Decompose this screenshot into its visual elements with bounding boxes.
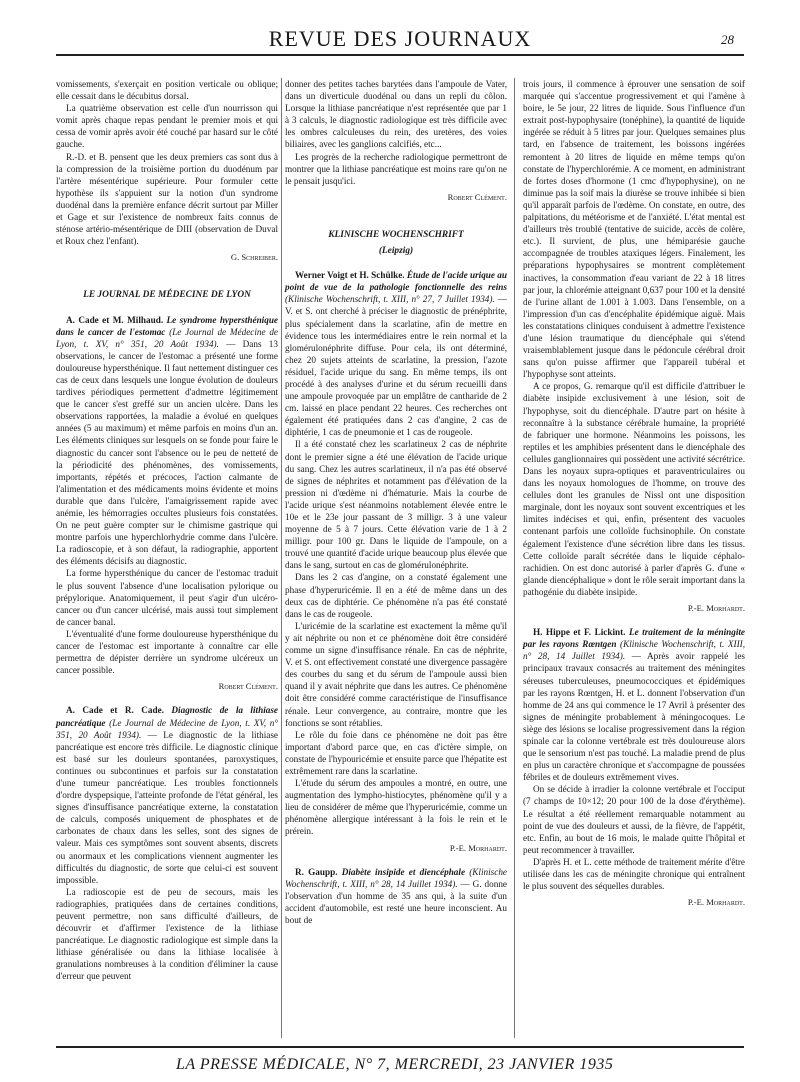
article-authors: A. Cade et M. Milhaud.	[66, 314, 164, 325]
signature: Robert Clément.	[218, 681, 278, 692]
article	[56, 704, 278, 982]
paragraph: Il a été constaté chez les scarlatineux 2 cas de néphrite dont le premier signe a été une élévation de l'acide urique du sang. Chez les autres scarlatineux, il n'a pas été observé de signes de néphrites et notamment pas d'élévation de la pression ni d'œdème ni d'hématurie. Mais la courbe de l'acide urique s'est néanmoins notablement élevée entre le 10e et le 23e jour passant de 3 milligr. 3 à une valeur moyenne de 5 à 7 jours. Cette élévation varie de 1 à 2 milligr. pour 100 gr. Dans le liquide de l'ampoule, on a trouvé une quantité d'acide urique beaucoup plus élevée que dans le sang, surtout en cas de glomérulonéphrite.	[285, 439, 507, 571]
column-2	[285, 78, 507, 926]
journal-title: LE JOURNAL DE MÉDECINE DE LYON	[83, 290, 251, 301]
footer-rule	[56, 1046, 744, 1048]
signature: Robert Clément.	[447, 191, 507, 202]
page-header	[0, 0, 800, 62]
article-authors: H. Hippe et F. Lickint.	[533, 627, 626, 638]
paragraph: L'éventualité d'une forme douloureuse hypersthénique du cancer de l'estomac est importante à connaître car elle permettra de dépister derrière un syndrome ulcéreux un cancer possible.	[56, 628, 278, 676]
paragraph: R.-D. et B. pensent que les deux premiers cas sont dus à la compression de la troisième portion du duodénum par l'artère mésentérique supérieure. Pour formuler cette hypothèse ils s'appuient sur la notion d'un syndrome duodénal dans la première enfance décrit surtout par Miller et Gage et sur l'existence de nombreux faits connus de sténose artério-mésentérique de DIII (observation de Duval et Roux chez l'enfant).	[56, 151, 278, 247]
article-body: — Dans 13 observations, le cancer de l'estomac a présenté une forme douloureuse hypersthénique. Il faut nettement distinguer ces cas de ceux dans lesquels une longue évolution de douleurs tardives périodiques permettent d'admettre légitimement que le cancer s'est greffé sur un ancien ulcère. Dans les observations rapportées, la maladie a évolué en quelques années (5 au maximum) et même parfois en moins d'un an. Les éléments cliniques sur lesquels on se fonde pour faire le diagnostic du cancer sont l'absence ou le peu de netteté de la périodicité des phénomènes, des vomissements, importants, répétés et précoces, l'action calmante de l'alimentation et des médicaments moins évidente et moins durable que dans l'ulcère, l'amaigrissement rapide avec anémie, les hémorragies occultes plusieurs fois constatées. On ne peut guère compter sur le chimisme gastrique qui montre parfois une hyperchlorhydrie comme dans l'ulcère. La radioscopie, et à son défaut, la radiographie, apportent des éléments décisifs au diagnostic.	[56, 338, 278, 567]
paragraph: D'après H. et L. cette méthode de traitement mérite d'être utilisée dans les cas de méningite chronique qui entraînent le plus souvent des séquelles durables.	[523, 856, 745, 892]
page-number: 28	[721, 32, 734, 47]
article-title: Diagnostic de la lithiase pancréatique	[56, 705, 278, 728]
paragraph: On se décide à irradier la colonne vertébrale et l'occiput (7 champs de 10×12; 20 pour 100 de la dose d'érythème). Le résultat a été réellement remarquable notamment au point de vue des douleurs et aussi, de la fièvre, de l'appétit, etc. Enfin, au bout de 16 mois, le malade quitte l'hôpital et peut recommencer à travailler.	[523, 784, 745, 855]
article-title: Le syndrome hypersthénique dans le cancer de l'estomac	[56, 314, 279, 337]
article-authors: R. Gaupp.	[295, 866, 338, 877]
paragraph: donner des petites taches barytées dans l'ampoule de Vater, dans un diverticule duodénal ou dans un repli du côlon. Lorsque la lithiase pancréatique n'est représentée que par 1 à 3 calculs, le diagnostic radiologique est très difficile avec les ombres calculeuses du rein, des uretères, des voies biliaires, avec les ganglions calcifiés, etc...	[285, 79, 507, 150]
article-authors: Werner Voigt et H. Schülke.	[295, 270, 405, 281]
signature: P.-E. Morhardt.	[687, 897, 745, 908]
column-1	[56, 78, 278, 983]
paragraph: trois jours, il commence à éprouver une sensation de soif marquée qui s'accentue progressivement et qui l'amène à boire, le 5e jour, 22 litres de liquide. Sous l'influence d'un extrait post-hypophysaire (tonéphine), la quantité de liquide ingérée se réduit à 5 litres par jour. Quelques semaines plus tard, en l'absence de traitement, les boissons ingérées remontent à 20 litres de liquide en même temps qu'on constate de l'hyperchlorémie. A ce moment, en administrant de fortes doses d'hormone (1 cmc d'hypophysine), on ne diminue pas la soif mais la diurèse se trouve inhibée si bien qu'il apparaît parfois de l'œdème. On constate, en outre, des palpitations, du météorisme et de l'anxiété. L'état mental est d'ailleurs très troublé (tentative de suicide, accès de colère, etc.). Il survient, de plus, une hémiparésie gauche accompagnée de troubles ataxiques légers. Finalement, les préparations hypophysaires se montrent complètement inactives, la consommation d'eau variant de 22 à 18 litres par jour, la chlorémie atteignant 0,637 pour 100 et la densité de l'urine allant de 1.001 à 1.003. Dans l'ensemble, on a l'impression d'un cas d'encéphalite épidémique aiguë. Mais les constatations cliniques conduisent à admettre l'existence d'une lésion traumatique du diencéphale qui s'étend vraisemblablement jusque dans le pédoncule cérébral droit sans qu'on puisse affirmer que l'appareil tubéral et l'hypophyse sont atteints.	[523, 79, 745, 380]
footer-publication-line: LA PRESSE MÉDICALE, N° 7, MERCREDI, 23 JANVIER 1935	[176, 1056, 614, 1073]
signature: G. Schreiber.	[230, 252, 278, 263]
article-authors: A. Cade et R. Cade.	[66, 705, 164, 716]
article	[285, 269, 507, 854]
paragraph: La forme hypersthénique du cancer de l'estomac traduit le plus souvent l'absence d'une localisation pylorique ou prépylorique. Anatomiquement, il peut s'agir d'un ulcéro-cancer ou d'un cancer ulcérisé, mais aussi tout simplement de cancer banal.	[56, 568, 278, 627]
article-body: — Le diagnostic de la lithiase pancréatique est encore très difficile. Le diagnostic clinique est basé sur les douleurs spontanées, paroxystiques, continues ou subcontinues et parfois sur la constatation d'une tumeur pancréatique. Les troubles fonctionnels d'ordre dyspepsique, l'atteinte profonde de l'état général, les signes d'insuffisance pancréatique externe, la constatation de calculs, composés uniquement de phosphates et de carbonates de chaux dans les selles, sont des signes de valeur. Mais ces symptômes sont souvent absents, discrets ou anormaux et les complications viennent augmenter les difficultés du diagnostic, de sorte que celui-ci est souvent impossible.	[56, 729, 278, 885]
column-divider-2	[514, 78, 515, 1038]
paragraph: A ce propos, G. remarque qu'il est difficile d'attribuer le diabète insipide exclusivement à une lésion, soit de l'hypophyse, soit du diencéphale. D'autre part on hésite à reconnaître à la substance cérébrale humaine, la propriété de fabriquer une hormone. Néanmoins les poissons, les reptiles et les amphibies présentent dans le diencéphale des cellules ganglionnaires qui possèdent une activité sécrétrice. Dans les noyaux supra-optiques et paraventriculaires ou dans les noyaux homologues de l'homme, on trouve des cellules dont les granules de Nissl ont une disposition marginale, dont les noyaux sont souvent excentriques et les limites indécises et qui, enfin, présentent des vacuoles contenant parfois une colloïde fuchsinophile. On constate également l'existence d'une sécrétion libre dans les tissus. Cette colloïde paraît sécrétée dans le liquide céphalo-rachidien. On est donc autorisé à parler d'après G. d'une « glande diencéphalique » dont le rôle serait important dans la pathogénie du diabète insipide.	[523, 381, 745, 597]
page-footer	[56, 1046, 744, 1073]
article-title: Le traitement de la méningite par les rayons Rœntgen	[523, 627, 746, 650]
paragraph: La radioscopie est de peu de secours, mais les radiographies, pratiquées dans de certaines conditions, peuvent permettre, non sans difficulté d'ailleurs, de découvrir et d'affirmer l'existence de la lithiase pancréatique. Le diagnostic radiologique est simple dans la lithiase généralisée ou dans la lithiase localisée à granulations nombreuses à la condition d'éliminer la cause d'erreur que peuvent	[56, 886, 278, 982]
running-head-title: REVUE DES JOURNAUX	[268, 26, 532, 51]
column-3	[523, 78, 745, 908]
article-body: — Après avoir rappelé les principaux travaux consacrés au traitement des méningites séreuses tuberculeuses, pneumococciques et épidémiques par les rayons Rœntgen, H. et L. donnent l'observation d'un homme de 24 ans qui commence le 17 Avril à présenter des signes de méningite probablement à méningocoques. Le siège des lésions se localise progressivement dans la région spinale car la colonne vertébrale est très douloureuse alors que le sensorium n'est pas touché. La maladie prend de plus en plus un caractère chronique et s'accompagne de poussées fébriles et de douleurs extrêmement vives.	[523, 651, 745, 783]
journal-title: KLINISCHE WOCHENSCHRIFT	[328, 229, 464, 240]
article-reference: (Klinische Wochenschrift, t. XIII, n° 28, 14 Juillet 1934).	[285, 866, 507, 889]
article	[56, 314, 278, 693]
article-title: Diabète insipide et diencéphale	[341, 866, 466, 877]
article	[285, 866, 507, 926]
signature: P.-E. Morhardt.	[449, 842, 507, 853]
journal-city: (Leipzig)	[378, 246, 414, 257]
header-rule	[56, 54, 744, 56]
paragraph: Le rôle du foie dans ce phénomène ne doit pas être important d'abord parce que, en cas d'ictère simple, on constate de l'hypouricémie et ensuite parce que l'hépatite est extrêmement rare dans la scarlatine.	[285, 729, 507, 776]
column-divider-1	[281, 78, 282, 1038]
article-body: — V. et S. ont cherché à préciser le diagnostic de prénéphrite, plus spécialement dans la scarlatine, afin de mettre en évidence tous les intermédiaires entre le rein normal et la glomérulonéphrite diffuse. Pour cela, ils ont déterminé, chez 20 sujets atteints de scarlatine, la pression, l'azote résiduel, l'acide urique du sang. En même temps, ils ont procédé à des analyses d'urine et du sérum recueilli dans une ampoule provoquée par un emplâtre de cantharide de 2 cm. laissé en place pendant 22 heures. Ces recherches ont également été pratiquées dans 2 cas d'angine, 2 cas de diphtérie, 1 cas de pneumonie et 1 cas de rougeole.	[285, 294, 507, 438]
paragraph: Les progrès de la recherche radiologique permettront de montrer que la lithiase pancréatique est moins rare qu'on ne le pensait jusqu'ici.	[285, 151, 507, 186]
article-reference: (Le Journal de Médecine de Lyon, t. XV, n° 351, 20 Août 1934).	[56, 717, 278, 740]
paragraph: L'étude du sérum des ampoules a montré, en outre, une augmentation des lympho-histiocytes, phénomène qu'il y a lieu de considérer de même que l'hyperuricémie, comme un phénomène allergique intéressant à la fois le rein et le prérein.	[285, 778, 507, 837]
paragraph: L'uricémie de la scarlatine est exactement la même qu'il y ait néphrite ou non et ce phénomène doit être considéré comme un signe d'insuffisance rénale. En cas de néphrite, V. et S. ont effectivement constaté une divergence passagère des courbes du sang et du sérum de l'ampoule aussi bien quand il y avait néphrite que dans les autres. Ce phénomène doit être considéré comme caractéristique de l'insuffisance rénale. Leur convergence, au contraire, montre que les fonctions se sont rétablies.	[285, 620, 507, 728]
article-reference: (Klinische Wochenschrift, t. XIII, n° 27, 7 Juillet 1934).	[285, 294, 495, 305]
paragraph: Dans les 2 cas d'angine, on a constaté également une phase d'hyperuricémie. Il en a été de même dans un des deux cas de diphtérie. Ce phénomène n'a pas été constaté dans le cas de rougeole.	[285, 572, 507, 619]
article	[523, 626, 745, 908]
article-reference: (Klinische Wochenschrift, t. XIII, n° 28, 14 Juillet 1934).	[523, 639, 746, 662]
article-reference: (Le Journal de Médecine de Lyon, t. XV, n° 351, 20 Août 1934).	[56, 326, 278, 349]
article-title: Étude de l'acide urique au point de vue de la pathologie fonctionnelle des reins	[285, 270, 508, 293]
article-body: — G. donne l'observation d'un homme de 35 ans qui, à la suite d'un accident d'automobile, est resté une heure inconscient. Au bout de	[285, 878, 507, 925]
paragraph: La quatrième observation est celle d'un nourrisson qui vomit après chaque repas pendant le premier mois et qui cessa de vomir après avoir été couché par hasard sur le côté gauche.	[56, 103, 278, 150]
paragraph: vomissements, s'exerçait en position verticale ou oblique; elle cessait dans le décubitus dorsal.	[56, 79, 278, 102]
signature: P.-E. Morhardt.	[687, 603, 745, 614]
